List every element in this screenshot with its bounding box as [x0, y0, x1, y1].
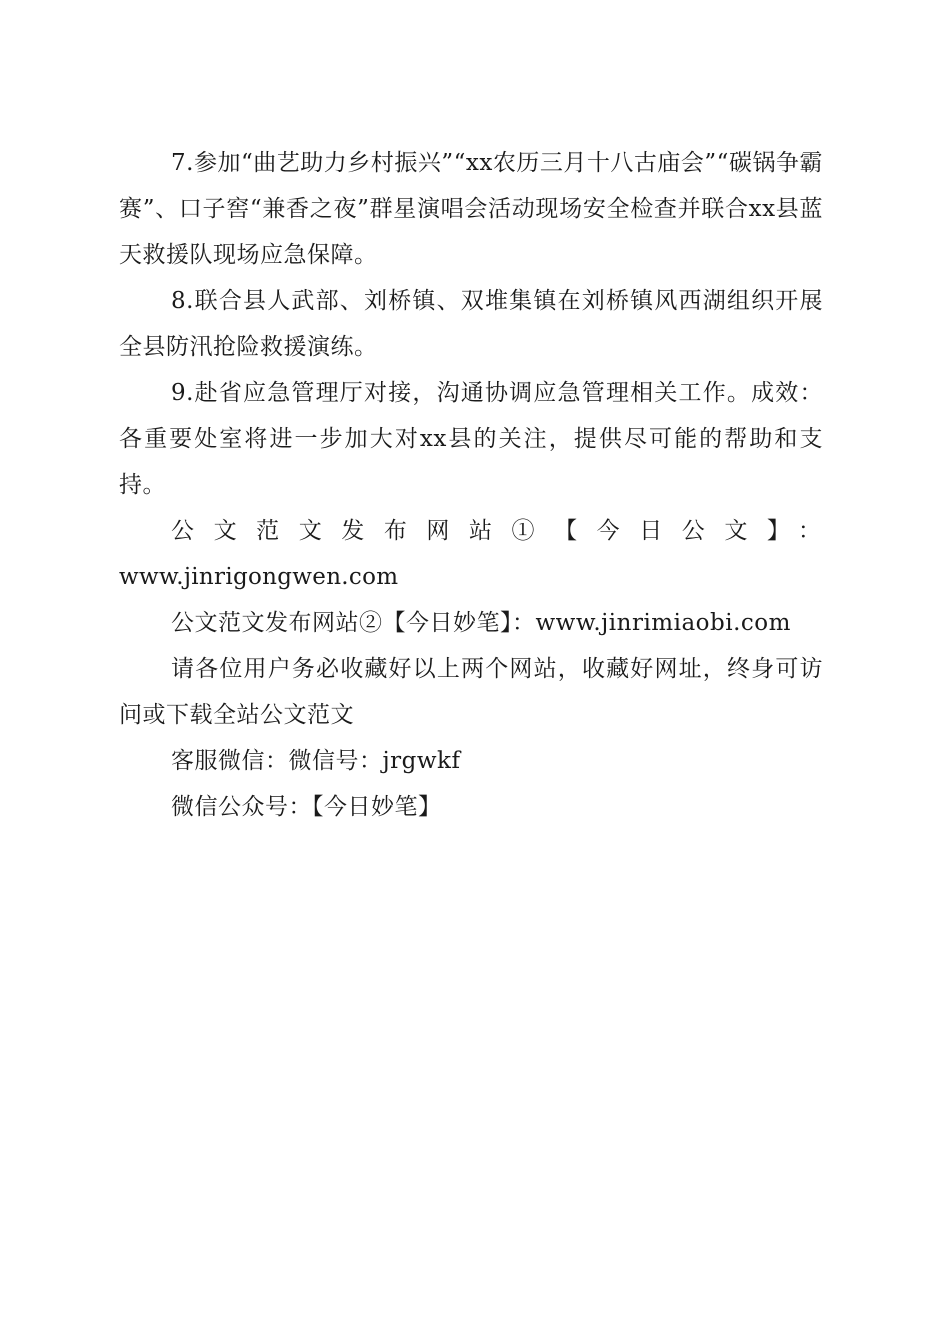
wechat-service: 客服微信：微信号：jrgwkf	[171, 748, 461, 774]
paragraph-item-9: 9.赴省应急管理厅对接，沟通协调应急管理相关工作。成效：各重要处室将进一步加大对xx县的关注，提供尽可能的帮助和支持。	[119, 380, 823, 498]
site1-url: www.jinrigongwen.com	[119, 564, 399, 590]
reminder-text: 请各位用户务必收藏好以上两个网站，收藏好网址，终身可访问或下载全站公文范文	[119, 656, 823, 728]
wechat-official: 微信公众号：【今日妙笔】	[171, 794, 442, 820]
site2-line: 公文范文发布网站②【今日妙笔】：www.jinrimiaobi.com	[171, 610, 791, 636]
document-body	[119, 140, 823, 830]
site1-label: 公文范文发布网站①【今日公文】：	[171, 518, 823, 544]
paragraph-item-8: 8.联合县人武部、刘桥镇、双堆集镇在刘桥镇风西湖组织开展全县防汛抢险救援演练。	[119, 288, 823, 360]
paragraph-item-7: 7.参加“曲艺助力乡村振兴”“xx农历三月十八古庙会”“碳锅争霸赛”、口子窖“兼香之夜”群星演唱会活动现场安全检查并联合xx县蓝天救援队现场应急保障。	[119, 150, 823, 268]
